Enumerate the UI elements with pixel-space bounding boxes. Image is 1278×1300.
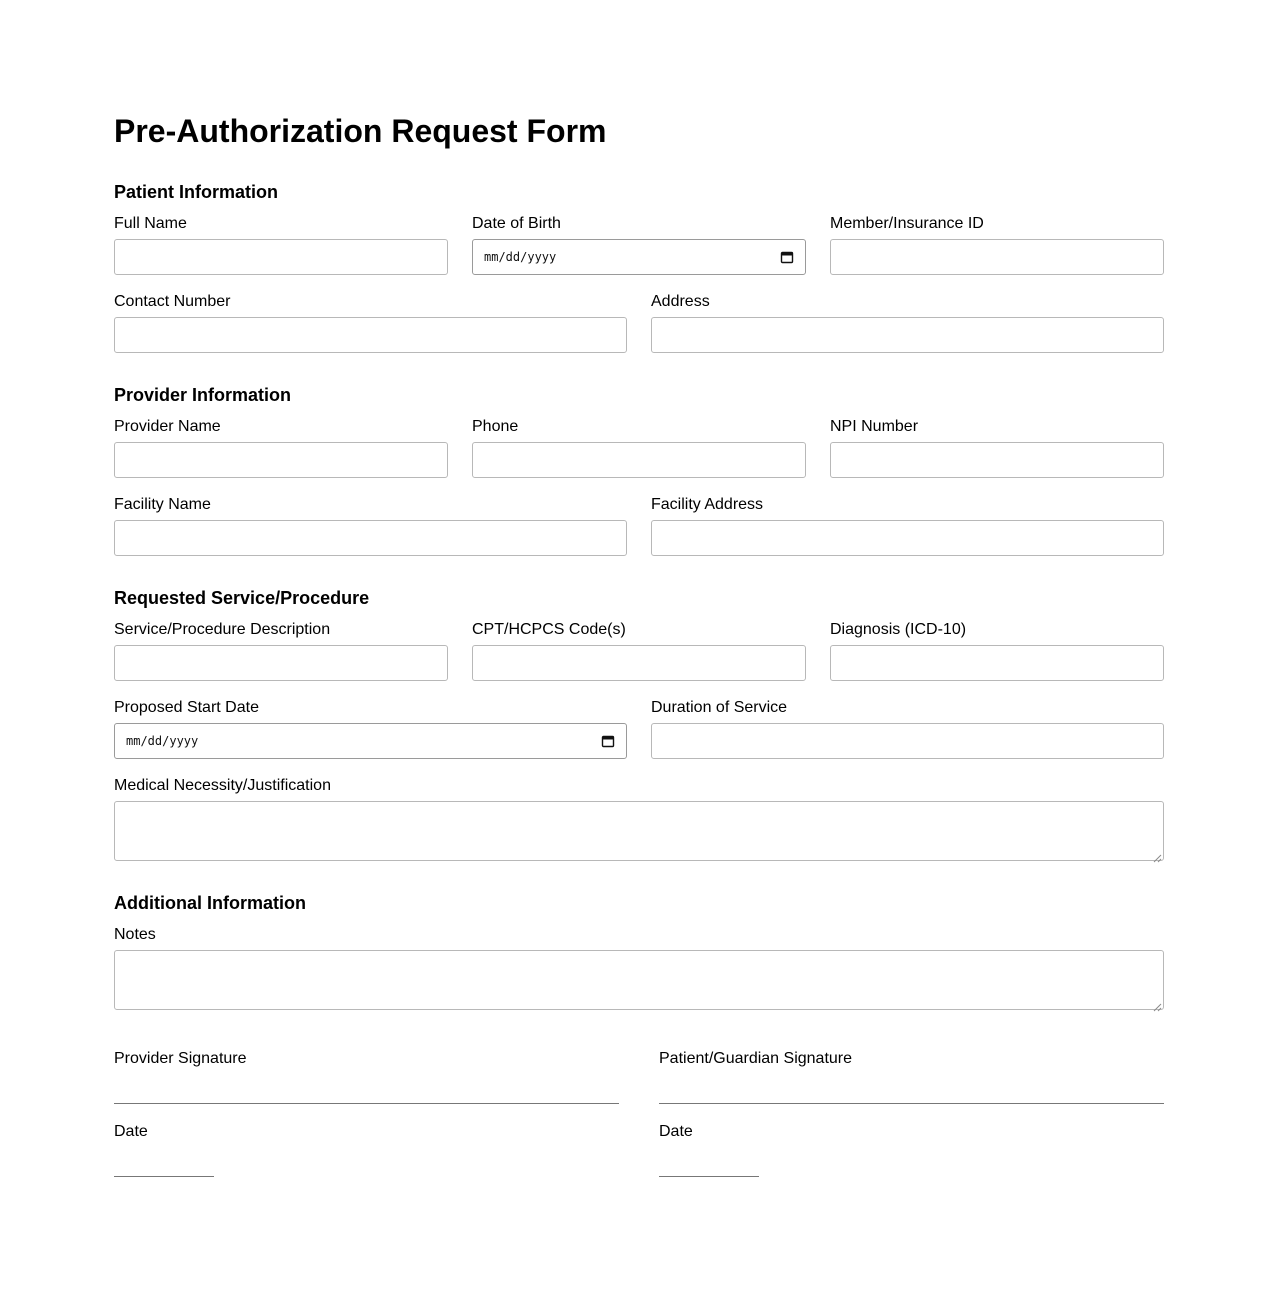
service-description-input[interactable] xyxy=(114,645,448,681)
full-name-label: Full Name xyxy=(114,215,187,232)
proposed-start-date-placeholder: mm/dd/yyyy xyxy=(126,734,199,748)
patient-date-label: Date xyxy=(659,1123,693,1140)
cpt-hcpcs-codes-input[interactable] xyxy=(472,645,806,681)
calendar-icon[interactable] xyxy=(780,250,794,264)
date-of-birth-input[interactable] xyxy=(472,239,806,275)
facility-name-label: Facility Name xyxy=(114,496,211,513)
patient-signature-label: Patient/Guardian Signature xyxy=(659,1050,853,1067)
resize-grip-icon[interactable] xyxy=(1153,850,1162,859)
member-id-label: Member/Insurance ID xyxy=(830,215,984,232)
section-heading-additional: Additional Information xyxy=(114,893,306,913)
medical-necessity-textarea[interactable] xyxy=(114,801,1164,861)
patient-signature-line[interactable] xyxy=(659,1103,1164,1104)
npi-number-label: NPI Number xyxy=(830,418,919,435)
contact-number-label: Contact Number xyxy=(114,293,231,310)
provider-name-label: Provider Name xyxy=(114,418,221,435)
diagnosis-label: Diagnosis (ICD-10) xyxy=(830,621,967,638)
resize-grip-icon[interactable] xyxy=(1153,999,1162,1008)
medical-necessity-label: Medical Necessity/Justification xyxy=(114,777,331,794)
duration-of-service-input[interactable] xyxy=(651,723,1164,759)
date-of-birth-placeholder: mm/dd/yyyy xyxy=(484,250,557,264)
provider-signature-line[interactable] xyxy=(114,1103,619,1104)
duration-of-service-label: Duration of Service xyxy=(651,699,788,716)
date-of-birth-label: Date of Birth xyxy=(472,215,561,232)
calendar-icon[interactable] xyxy=(601,734,615,748)
service-description-label: Service/Procedure Description xyxy=(114,621,331,638)
member-id-input[interactable] xyxy=(830,239,1164,275)
facility-address-label: Facility Address xyxy=(651,496,764,513)
section-heading-patient: Patient Information xyxy=(114,182,279,202)
facility-name-input[interactable] xyxy=(114,520,627,556)
provider-name-input[interactable] xyxy=(114,442,448,478)
address-label: Address xyxy=(651,293,710,310)
address-input[interactable] xyxy=(651,317,1164,353)
notes-textarea[interactable] xyxy=(114,950,1164,1010)
full-name-input[interactable] xyxy=(114,239,448,275)
provider-signature-label: Provider Signature xyxy=(114,1050,247,1067)
phone-label: Phone xyxy=(472,418,519,435)
section-heading-provider: Provider Information xyxy=(114,385,292,405)
facility-address-input[interactable] xyxy=(651,520,1164,556)
patient-date-line[interactable] xyxy=(659,1176,759,1177)
notes-label: Notes xyxy=(114,926,156,943)
contact-number-input[interactable] xyxy=(114,317,627,353)
page-title: Pre-Authorization Request Form xyxy=(114,113,607,149)
proposed-start-date-label: Proposed Start Date xyxy=(114,699,259,716)
proposed-start-date-input[interactable] xyxy=(114,723,627,759)
diagnosis-input[interactable] xyxy=(830,645,1164,681)
provider-date-label: Date xyxy=(114,1123,148,1140)
section-heading-service: Requested Service/Procedure xyxy=(114,588,370,608)
npi-number-input[interactable] xyxy=(830,442,1164,478)
phone-input[interactable] xyxy=(472,442,806,478)
cpt-hcpcs-codes-label: CPT/HCPCS Code(s) xyxy=(472,621,626,638)
provider-date-line[interactable] xyxy=(114,1176,214,1177)
